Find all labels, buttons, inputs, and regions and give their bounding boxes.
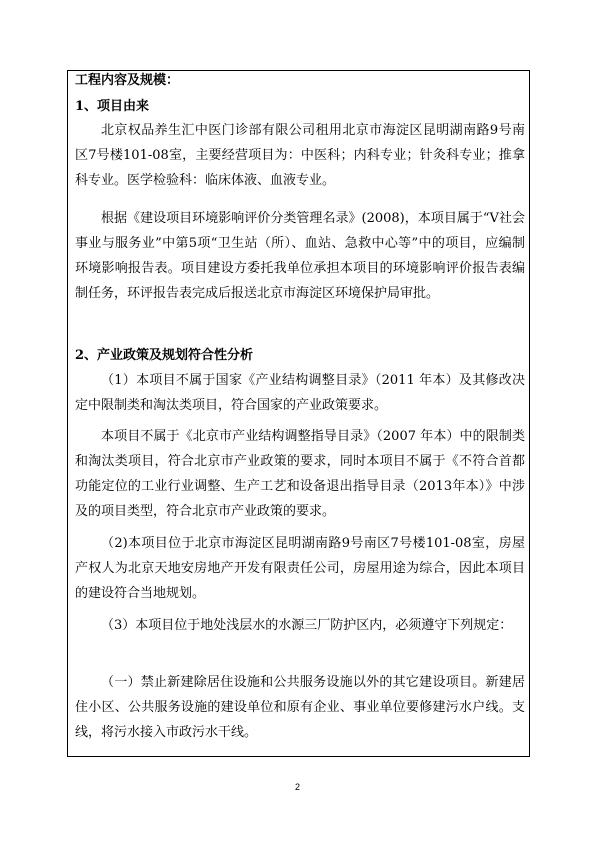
paragraph-policy-4 <box>75 613 525 638</box>
paragraph-origin-2 <box>75 206 525 306</box>
paragraph-policy-1 <box>75 368 525 418</box>
paragraph-policy-2 <box>75 424 525 524</box>
paragraph-policy-3 <box>75 531 525 606</box>
paragraph-text: 北京权品养生汇中医门诊部有限公司租用北京市海淀区昆明湖南路9号南区7号楼101-08室，主要经营项目为：中医科；内科专业；针灸科专业；推拿科专业。医学检验科：临床体液、血液专业。 <box>75 123 525 188</box>
paragraph-text: （1）本项目不属于国家《产业结构调整目录》（2011 年本）及其修改决定中限制类和淘汰类项目，符合国家的产业政策要求。 <box>75 373 525 413</box>
paragraph-text: （2)本项目位于北京市海淀区昆明湖南路9号南区7号楼101-08室，房屋产权人为北京天地安房地产开发有限责任公司，房屋用途为综合，因此本项目的建设符合当地规划。 <box>75 536 525 601</box>
paragraph-text: （3）本项目位于地处浅层水的水源三厂防护区内，必须遵守下列规定： <box>101 618 513 633</box>
page-number: 2 <box>294 782 300 792</box>
paragraph-text: 根据《建设项目环境影响评价分类管理名录》(2008)，本项目属于“V社会事业与服务业”中第5项“卫生站（所）、血站、急救中心等”中的项目，应编制环境影响报告表。项目建设方委托我单位承担本项目的环境影响评价报告表编制任务，环评报告表完成后报送北京市海淀区环境保护局审批。 <box>75 211 525 301</box>
heading-project-origin: 1、项目由来 <box>75 99 150 114</box>
paragraph-origin-1 <box>75 118 525 193</box>
paragraph-policy-5 <box>75 670 525 745</box>
section-title: 工程内容及规模： <box>75 73 180 88</box>
paragraph-text: （一）禁止新建除居住设施和公共服务设施以外的其它建设项目。新建居住小区、公共服务设施的建设单位和原有企业、事业单位要修建污水户线。支线，将污水接入市政污水干线。 <box>75 675 525 740</box>
heading-policy-analysis: 2、产业政策及规划符合性分析 <box>75 348 254 363</box>
paragraph-text: 本项目不属于《北京市产业结构调整指导目录》（2007 年本）中的限制类和淘汰类项目，符合北京市产业政策的要求，同时本项目不属于《不符合首都功能定位的工业行业调整、生产工艺和设备退出指导目录（2013年本）》中涉及的项目类型，符合北京市产业政策的要求。 <box>75 429 525 519</box>
